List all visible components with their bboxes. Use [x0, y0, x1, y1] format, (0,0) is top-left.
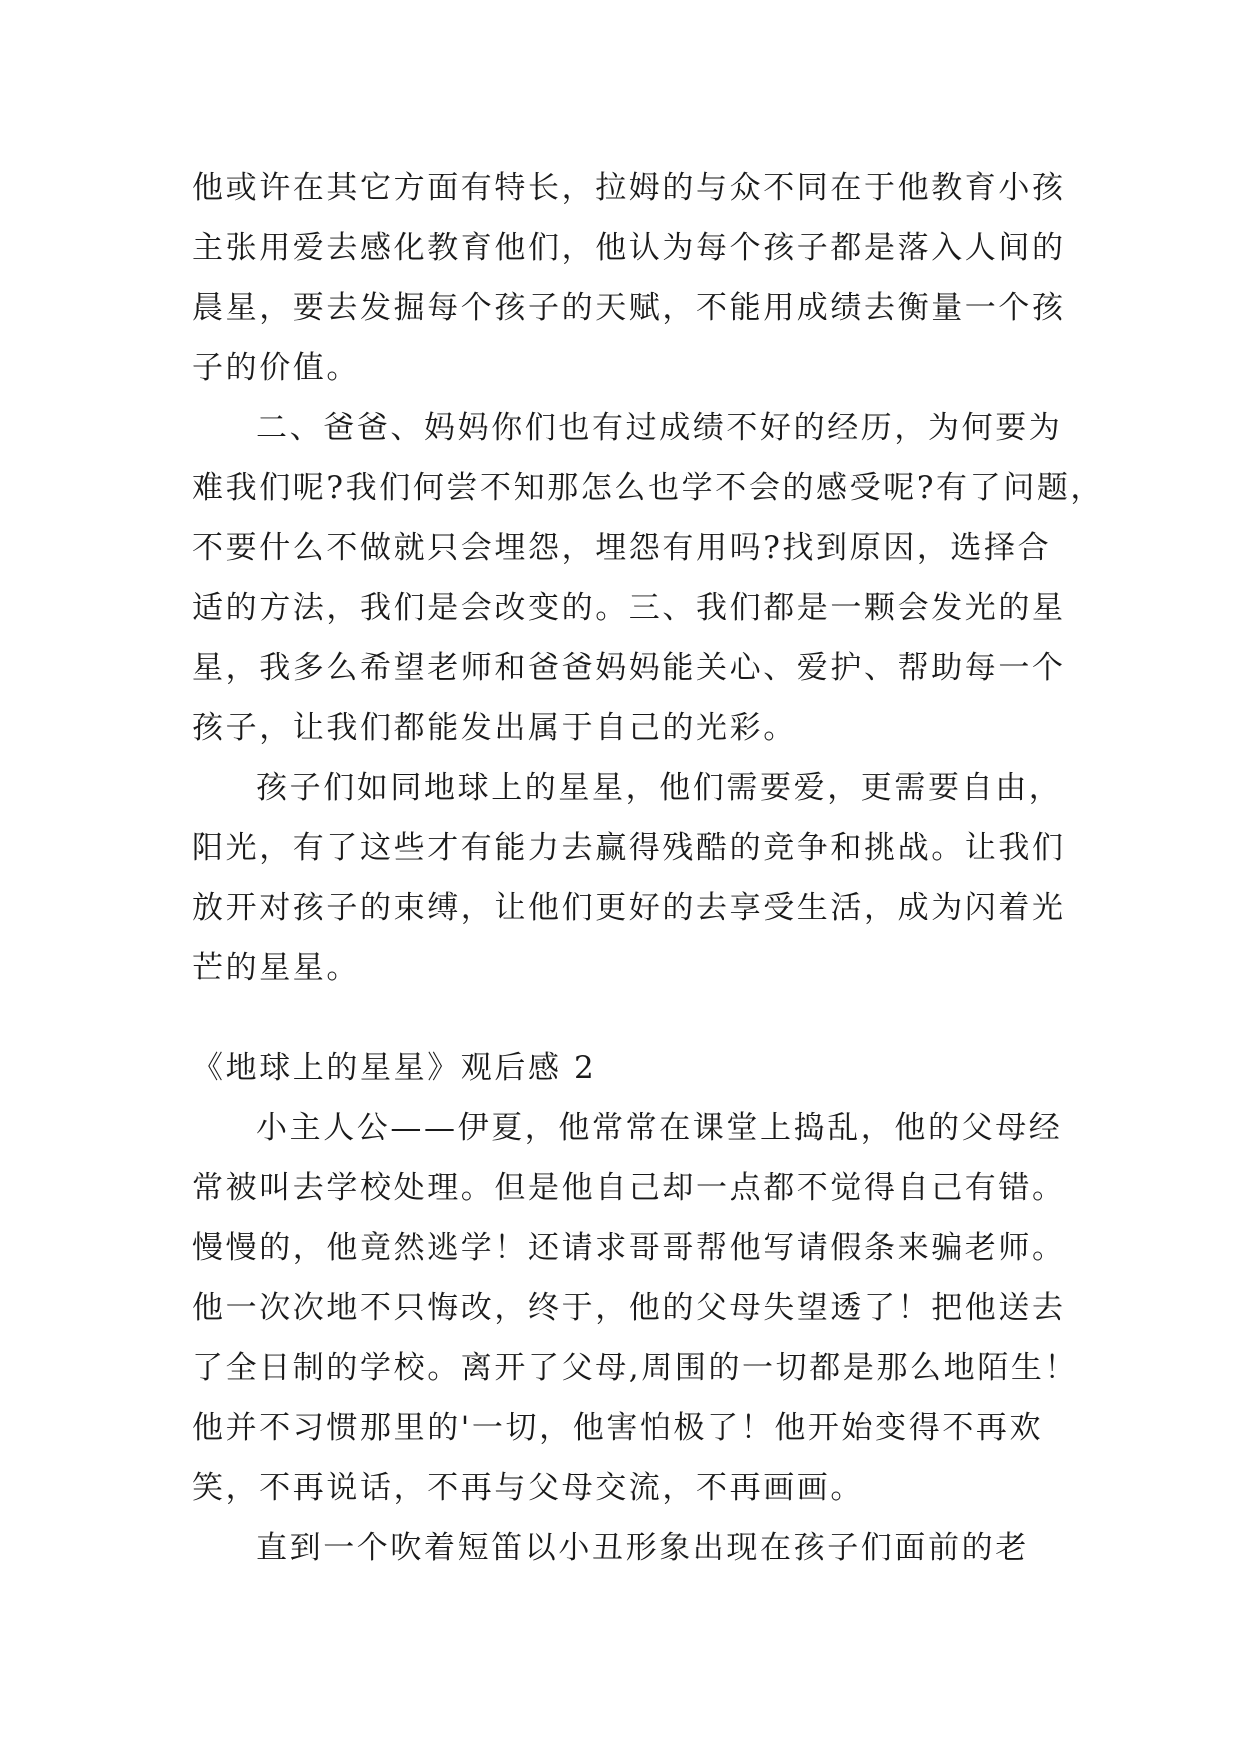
body-text-line: 他并不习惯那里的'一切，他害怕极了！他开始变得不再欢 — [192, 1410, 1044, 1446]
body-text-line: 慢慢的，他竟然逃学！还请求哥哥帮他写请假条来骗老师。 — [192, 1230, 1066, 1266]
body-text-line: 孩子，让我们都能发出属于自己的光彩。 — [192, 710, 797, 746]
paragraph-first-line: 直到一个吹着短笛以小丑形象出现在孩子们面前的老 — [256, 1530, 1029, 1566]
paragraph-first-line: 孩子们如同地球上的星星，他们需要爱，更需要自由， — [256, 770, 1063, 806]
body-text-line: 他或许在其它方面有特长，拉姆的与众不同在于他教育小孩 — [192, 170, 1066, 206]
body-text-line: 主张用爱去感化教育他们，他认为每个孩子都是落入人间的 — [192, 230, 1066, 266]
body-text-line: 芒的星星。 — [192, 950, 360, 986]
body-text-line: 他一次次地不只悔改，终于，他的父母失望透了！把他送去 — [192, 1290, 1066, 1326]
body-text-line: 笑，不再说话，不再与父母交流，不再画画。 — [192, 1470, 864, 1506]
paragraph-first-line: 小主人公——伊夏，他常常在课堂上捣乱，他的父母经 — [256, 1110, 1063, 1146]
body-text-line: 了全日制的学校。离开了父母,周围的一切都是那么地陌生！ — [192, 1350, 1079, 1386]
body-text-line: 子的价值。 — [192, 350, 360, 386]
body-text-line: 难我们呢?我们何尝不知那怎么也学不会的感受呢?有了问题， — [192, 470, 1105, 506]
body-text-line: 适的方法，我们是会改变的。三、我们都是一颗会发光的星 — [192, 590, 1066, 626]
body-text-line: 星，我多么希望老师和爸爸妈妈能关心、爱护、帮助每一个 — [192, 650, 1066, 686]
body-text-line: 晨星，要去发掘每个孩子的天赋，不能用成绩去衡量一个孩 — [192, 290, 1066, 326]
body-text-line: 阳光，有了这些才有能力去赢得残酷的竞争和挑战。让我们 — [192, 830, 1066, 866]
body-text-line: 不要什么不做就只会埋怨，埋怨有用吗?找到原因，选择合 — [192, 530, 1052, 566]
paragraph-first-line: 二、爸爸、妈妈你们也有过成绩不好的经历，为何要为 — [256, 410, 1063, 446]
body-text-line: 常被叫去学校处理。但是他自己却一点都不觉得自己有错。 — [192, 1170, 1066, 1206]
body-text-line: 放开对孩子的束缚，让他们更好的去享受生活，成为闪着光 — [192, 890, 1066, 926]
section-heading: 《地球上的星星》观后感 2 — [192, 1050, 597, 1086]
